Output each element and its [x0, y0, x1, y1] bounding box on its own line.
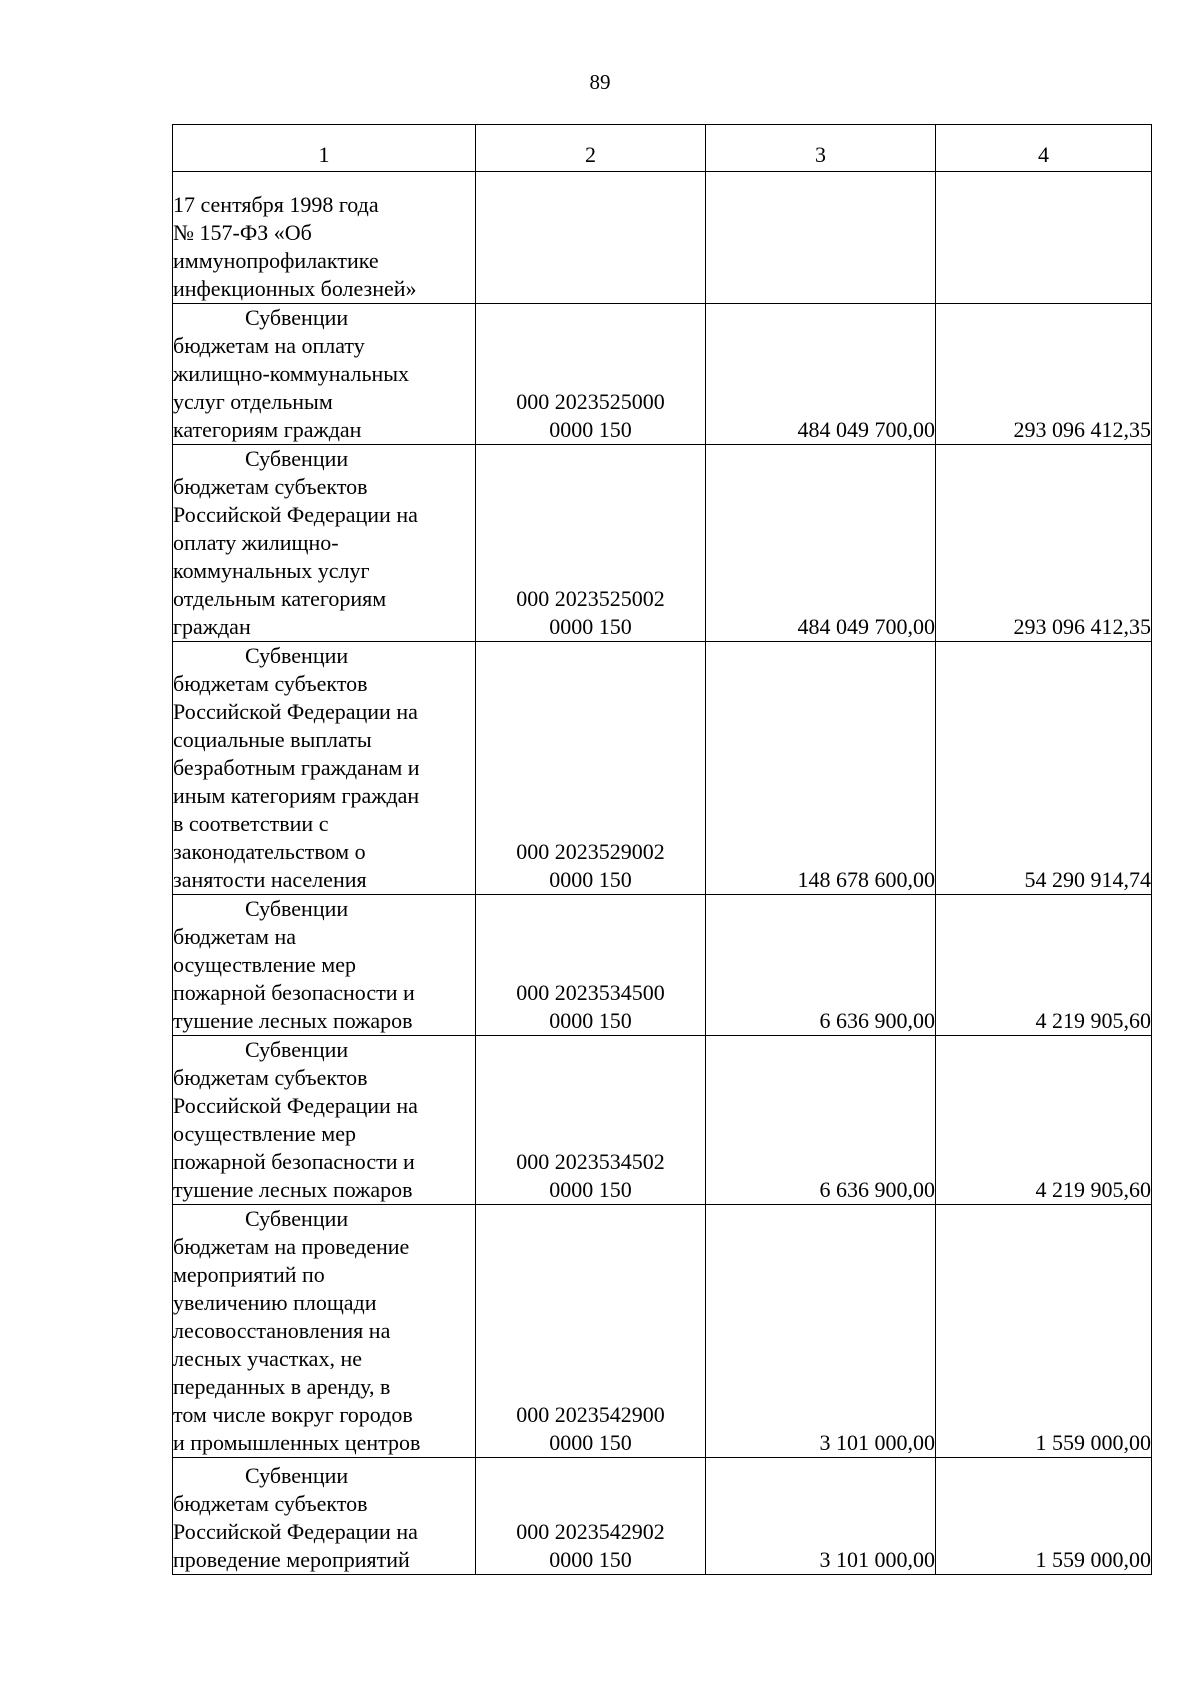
table-row: [173, 642, 1152, 895]
row-code-cell: [476, 642, 706, 895]
row-name-cell: [173, 642, 476, 895]
row-code: 000 2023542902 0000 150: [516, 1519, 665, 1572]
column-header: 3: [706, 125, 936, 172]
row-name: Субвенции бюджетам на осуществление мер пожарной безопасности и тушение лесных пожаров: [173, 896, 415, 1033]
table-row: [173, 304, 1152, 445]
row-amount-col4: 293 096 412,35: [936, 445, 1152, 642]
row-amount-col3: 3 101 000,00: [706, 1458, 936, 1575]
row-code-cell: [476, 895, 706, 1036]
row-code: 000 2023534500 0000 150: [516, 980, 665, 1033]
row-name: Субвенции бюджетам субъектов Российской Федерации на социальные выплаты безработным гражданам и иным категориям граждан в соответствии с законодательством о занятости населения: [173, 643, 420, 892]
row-amount-col4: 1 559 000,00: [936, 1205, 1152, 1458]
row-amount-col3: 148 678 600,00: [706, 642, 936, 895]
row-name: Субвенции бюджетам субъектов Российской Федерации на осуществление мер пожарной безопасности и тушение лесных пожаров: [173, 1037, 418, 1202]
table-row: [173, 1036, 1152, 1205]
row-code-cell: [476, 304, 706, 445]
row-amount-col4: 4 219 905,60: [936, 1036, 1152, 1205]
column-header: 1: [173, 125, 476, 172]
column-header: 2: [476, 125, 706, 172]
row-name-cell: [173, 1205, 476, 1458]
row-name-cell: [173, 1458, 476, 1575]
row-amount-col4: 4 219 905,60: [936, 895, 1152, 1036]
row-code-cell: [476, 172, 706, 304]
table-row: [173, 1458, 1152, 1575]
row-code-cell: [476, 1458, 706, 1575]
page-number: 89: [589, 70, 611, 94]
table-row: [173, 895, 1152, 1036]
budget-table: [172, 124, 1152, 1575]
row-amount-col4: 293 096 412,35: [936, 304, 1152, 445]
row-code: 000 2023542900 0000 150: [516, 1402, 665, 1455]
row-code-cell: [476, 1036, 706, 1205]
row-amount-col4: 1 559 000,00: [936, 1458, 1152, 1575]
row-name: Субвенции бюджетам субъектов Российской Федерации на оплату жилищно- коммунальных услуг отдельным категориям граждан: [173, 446, 418, 639]
row-amount-col3: 6 636 900,00: [706, 895, 936, 1036]
row-code-cell: [476, 1205, 706, 1458]
table-row: [173, 1205, 1152, 1458]
row-name-cell: [173, 304, 476, 445]
row-amount-col3: 484 049 700,00: [706, 304, 936, 445]
row-amount-col4: [936, 172, 1152, 304]
row-code: 000 2023525002 0000 150: [516, 586, 665, 639]
row-code: 000 2023529002 0000 150: [516, 839, 665, 892]
table-header-row: [173, 125, 1152, 172]
row-amount-col3: 6 636 900,00: [706, 1036, 936, 1205]
row-amount-col3: 3 101 000,00: [706, 1205, 936, 1458]
row-name: Субвенции бюджетам на оплату жилищно-коммунальных услуг отдельным категориям граждан: [173, 305, 410, 442]
column-header: 4: [936, 125, 1152, 172]
row-code-cell: [476, 445, 706, 642]
row-name: 17 сентября 1998 года № 157-ФЗ «Об иммунопрофилактике инфекционных болезней»: [173, 192, 417, 301]
row-amount-col4: 54 290 914,74: [936, 642, 1152, 895]
row-code: 000 2023525000 0000 150: [516, 389, 665, 442]
row-amount-col3: [706, 172, 936, 304]
row-amount-col3: 484 049 700,00: [706, 445, 936, 642]
row-name: Субвенции бюджетам на проведение мероприятий по увеличению площади лесовосстановления на лесных участках, не переданных в аренду, в том числе вокруг городов и промышленных центров: [173, 1206, 421, 1455]
row-name-cell: [173, 172, 476, 304]
row-code: 000 2023534502 0000 150: [516, 1149, 665, 1202]
table-row: [173, 445, 1152, 642]
row-name-cell: [173, 1036, 476, 1205]
row-name: Субвенции бюджетам субъектов Российской Федерации на проведение мероприятий: [173, 1463, 418, 1572]
table-row: [173, 172, 1152, 304]
row-name-cell: [173, 895, 476, 1036]
row-name-cell: [173, 445, 476, 642]
